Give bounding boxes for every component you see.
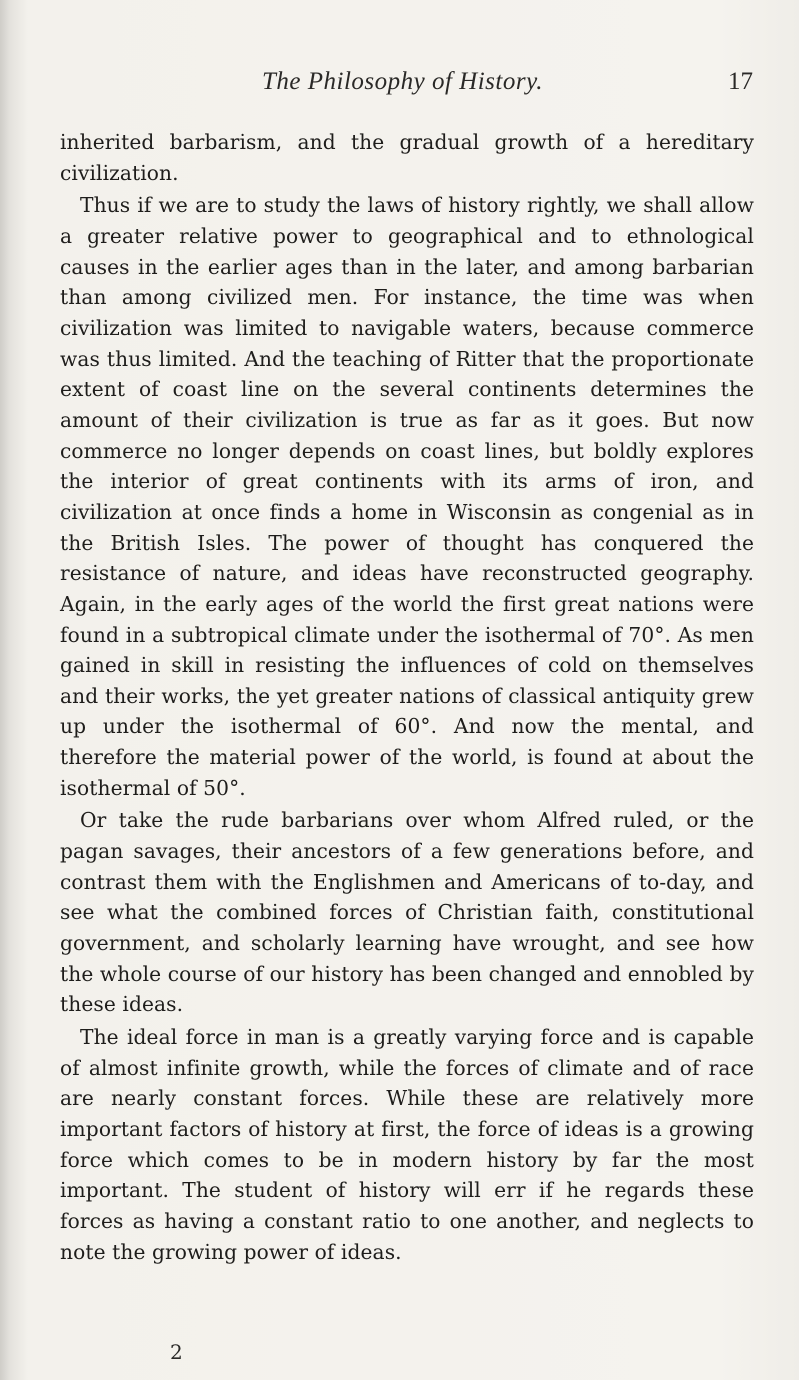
paragraph: Thus if we are to study the laws of history rightly, we shall allow a greater relative power to geographical and to ethnological causes in the earlier ages than in the later, and among barbarian than among civilized men. For instance, the time was when civilization was limited to navigable waters, because commerce was thus limited. And the teaching of Ritter that the proportionate extent of coast line on the several continents determines the amount of their civilization is true as far as it goes. But now commerce no longer depends on coast lines, but boldly explores the interior of great continents with its arms of iron, and civilization at once finds a home in Wisconsin as congenial as in the British Isles. The power of thought has conquered the resistance of nature, and ideas have reconstructed geography. Again, in the early ages of the world the first great nations were found in a subtropical climate under the isothermal of 70°. As men gained in skill in resisting the influences of cold on themselves and their works, the yet greater nations of classical antiquity grew up under the isothermal of 60°. And now the mental, and therefore the material power of the world, is found at about the isothermal of 50°. [60,193,754,800]
page-number: 17 [728,68,753,95]
signature-mark: 2 [170,1340,183,1364]
running-title: The Philosophy of History. [262,68,544,95]
page-header [0,68,799,102]
paragraph-continued: inherited barbarism, and the gradual growth of a hereditary civilization. [60,130,754,185]
paragraph: Or take the rude barbarians over whom Alfred ruled, or the pagan savages, their ancestors of a few generations before, and contrast them with the Englishmen and Americans of to-day, and see what the combined forces of Christian faith, constitutional government, and scholarly learning have wrought, and see how the whole course of our history has been changed and ennobled by these ideas. [60,808,754,1017]
body-text [60,127,754,1269]
paragraph: The ideal force in man is a greatly varying force and is capable of almost infinite growth, while the forces of climate and of race are nearly constant forces. While these are relatively more important factors of history at first, the force of ideas is a growing force which comes to be in modern history by far the most important. The student of history will err if he regards these forces as having a constant ratio to one another, and neglects to note the growing power of ideas. [60,1025,754,1264]
